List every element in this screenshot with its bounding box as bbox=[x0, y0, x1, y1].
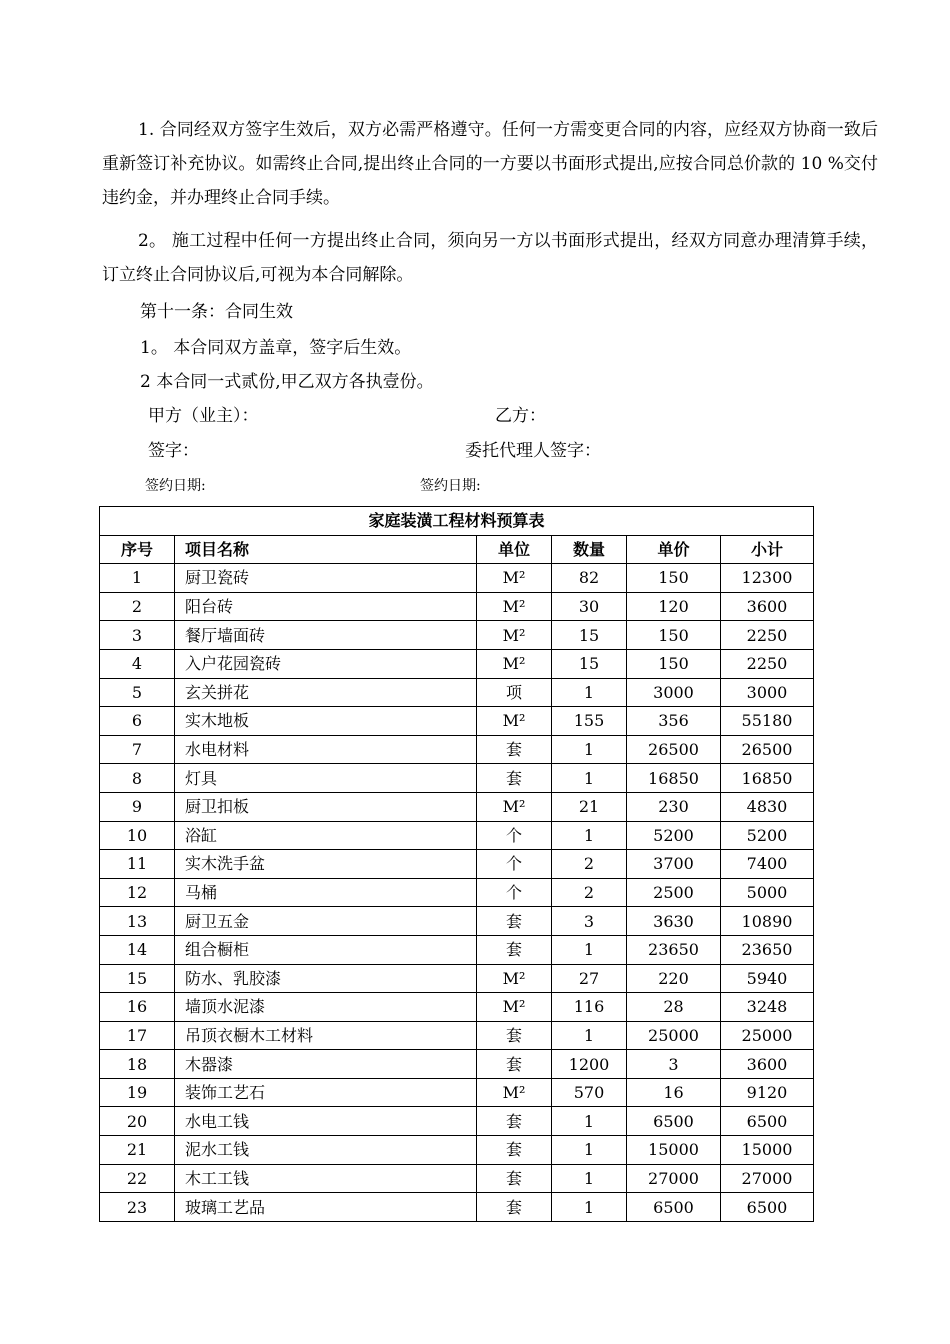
table-title: 家庭装潢工程材料预算表 bbox=[100, 507, 814, 536]
cell-quantity: 1 bbox=[552, 678, 627, 707]
cell-item-name: 吊顶衣橱木工材料 bbox=[175, 1021, 477, 1050]
cell-index: 20 bbox=[100, 1107, 175, 1136]
cell-subtotal: 12300 bbox=[721, 564, 814, 593]
cell-subtotal: 6500 bbox=[721, 1107, 814, 1136]
table-row bbox=[100, 707, 814, 736]
cell-index: 19 bbox=[100, 1078, 175, 1107]
cell-unit: M² bbox=[477, 1078, 552, 1107]
cell-index: 3 bbox=[100, 621, 175, 650]
table-row bbox=[100, 678, 814, 707]
cell-unit-price: 220 bbox=[627, 964, 721, 993]
cell-unit-price: 15000 bbox=[627, 1136, 721, 1165]
header-quantity: 数量 bbox=[552, 535, 627, 564]
cell-unit: 套 bbox=[477, 1164, 552, 1193]
cell-unit-price: 28 bbox=[627, 993, 721, 1022]
cell-subtotal: 6500 bbox=[721, 1193, 814, 1222]
cell-subtotal: 2250 bbox=[721, 621, 814, 650]
cell-quantity: 1 bbox=[552, 821, 627, 850]
cell-unit-price: 27000 bbox=[627, 1164, 721, 1193]
cell-item-name: 餐厅墙面砖 bbox=[175, 621, 477, 650]
cell-unit-price: 6500 bbox=[627, 1107, 721, 1136]
cell-subtotal: 4830 bbox=[721, 792, 814, 821]
cell-subtotal: 27000 bbox=[721, 1164, 814, 1193]
table-header-row bbox=[100, 535, 814, 564]
cell-unit: 套 bbox=[477, 1021, 552, 1050]
cell-unit: 个 bbox=[477, 821, 552, 850]
cell-quantity: 15 bbox=[552, 649, 627, 678]
table-row bbox=[100, 1164, 814, 1193]
table-row bbox=[100, 1136, 814, 1165]
cell-quantity: 27 bbox=[552, 964, 627, 993]
table-row bbox=[100, 649, 814, 678]
cell-subtotal: 2250 bbox=[721, 649, 814, 678]
cell-item-name: 组合橱柜 bbox=[175, 935, 477, 964]
budget-table bbox=[99, 506, 814, 1222]
cell-subtotal: 10890 bbox=[721, 907, 814, 936]
cell-unit: M² bbox=[477, 592, 552, 621]
table-row bbox=[100, 993, 814, 1022]
table-row bbox=[100, 621, 814, 650]
cell-unit-price: 3630 bbox=[627, 907, 721, 936]
cell-index: 18 bbox=[100, 1050, 175, 1079]
cell-unit-price: 25000 bbox=[627, 1021, 721, 1050]
cell-subtotal: 5940 bbox=[721, 964, 814, 993]
cell-index: 13 bbox=[100, 907, 175, 936]
cell-quantity: 1 bbox=[552, 1107, 627, 1136]
cell-item-name: 装饰工艺石 bbox=[175, 1078, 477, 1107]
header-index: 序号 bbox=[100, 535, 175, 564]
cell-quantity: 2 bbox=[552, 878, 627, 907]
cell-index: 15 bbox=[100, 964, 175, 993]
cell-unit: M² bbox=[477, 707, 552, 736]
table-title-row bbox=[100, 507, 814, 536]
cell-item-name: 水电材料 bbox=[175, 735, 477, 764]
cell-unit: 个 bbox=[477, 878, 552, 907]
cell-index: 4 bbox=[100, 649, 175, 678]
cell-unit-price: 3000 bbox=[627, 678, 721, 707]
cell-unit-price: 6500 bbox=[627, 1193, 721, 1222]
cell-quantity: 1200 bbox=[552, 1050, 627, 1079]
cell-quantity: 570 bbox=[552, 1078, 627, 1107]
cell-subtotal: 15000 bbox=[721, 1136, 814, 1165]
cell-subtotal: 9120 bbox=[721, 1078, 814, 1107]
cell-unit: 套 bbox=[477, 735, 552, 764]
cell-item-name: 阳台砖 bbox=[175, 592, 477, 621]
cell-subtotal: 16850 bbox=[721, 764, 814, 793]
cell-unit-price: 356 bbox=[627, 707, 721, 736]
cell-index: 9 bbox=[100, 792, 175, 821]
article-11-heading: 第十一条：合同生效 bbox=[140, 302, 293, 322]
cell-item-name: 木器漆 bbox=[175, 1050, 477, 1079]
cell-index: 5 bbox=[100, 678, 175, 707]
cell-item-name: 玄关拼花 bbox=[175, 678, 477, 707]
cell-unit-price: 2500 bbox=[627, 878, 721, 907]
table-row bbox=[100, 935, 814, 964]
header-unit-price: 单价 bbox=[627, 535, 721, 564]
cell-index: 12 bbox=[100, 878, 175, 907]
cell-unit: M² bbox=[477, 792, 552, 821]
cell-unit-price: 16850 bbox=[627, 764, 721, 793]
cell-item-name: 玻璃工艺品 bbox=[175, 1193, 477, 1222]
cell-subtotal: 5000 bbox=[721, 878, 814, 907]
cell-index: 22 bbox=[100, 1164, 175, 1193]
header-subtotal: 小计 bbox=[721, 535, 814, 564]
cell-unit: 套 bbox=[477, 1193, 552, 1222]
cell-item-name: 灯具 bbox=[175, 764, 477, 793]
cell-index: 23 bbox=[100, 1193, 175, 1222]
table-row bbox=[100, 792, 814, 821]
cell-unit-price: 150 bbox=[627, 621, 721, 650]
cell-item-name: 墙顶水泥漆 bbox=[175, 993, 477, 1022]
cell-item-name: 入户花园瓷砖 bbox=[175, 649, 477, 678]
table-row bbox=[100, 1107, 814, 1136]
cell-item-name: 实木地板 bbox=[175, 707, 477, 736]
cell-subtotal: 25000 bbox=[721, 1021, 814, 1050]
cell-unit: M² bbox=[477, 964, 552, 993]
effective-clause-1: 1。 本合同双方盖章，签字后生效。 bbox=[140, 338, 412, 358]
party-b-date-label: 签约日期: bbox=[420, 478, 481, 494]
cell-unit: 个 bbox=[477, 850, 552, 879]
cell-item-name: 浴缸 bbox=[175, 821, 477, 850]
cell-unit-price: 150 bbox=[627, 564, 721, 593]
cell-index: 17 bbox=[100, 1021, 175, 1050]
table-row bbox=[100, 964, 814, 993]
cell-item-name: 厨卫五金 bbox=[175, 907, 477, 936]
table-row bbox=[100, 1050, 814, 1079]
cell-quantity: 1 bbox=[552, 735, 627, 764]
cell-item-name: 泥水工钱 bbox=[175, 1136, 477, 1165]
cell-unit-price: 23650 bbox=[627, 935, 721, 964]
party-a-date-label: 签约日期: bbox=[145, 478, 206, 494]
cell-index: 2 bbox=[100, 592, 175, 621]
party-a-label: 甲方（业主）： bbox=[148, 406, 259, 426]
cell-unit: 套 bbox=[477, 764, 552, 793]
cell-unit-price: 150 bbox=[627, 649, 721, 678]
cell-unit: 套 bbox=[477, 1136, 552, 1165]
cell-unit-price: 3700 bbox=[627, 850, 721, 879]
cell-quantity: 2 bbox=[552, 850, 627, 879]
table-row bbox=[100, 592, 814, 621]
clause-dissolution-paragraph: 2。 施工过程中任何一方提出终止合同，须向另一方以书面形式提出，经双方同意办理清算手续，订立终止合同协议后,可视为本合同解除。 bbox=[102, 231, 878, 285]
table-row bbox=[100, 878, 814, 907]
cell-unit: 套 bbox=[477, 907, 552, 936]
cell-unit: M² bbox=[477, 621, 552, 650]
cell-index: 16 bbox=[100, 993, 175, 1022]
cell-unit-price: 230 bbox=[627, 792, 721, 821]
cell-unit-price: 26500 bbox=[627, 735, 721, 764]
cell-subtotal: 5200 bbox=[721, 821, 814, 850]
cell-quantity: 15 bbox=[552, 621, 627, 650]
cell-item-name: 厨卫瓷砖 bbox=[175, 564, 477, 593]
cell-subtotal: 26500 bbox=[721, 735, 814, 764]
cell-subtotal: 23650 bbox=[721, 935, 814, 964]
header-item-name: 项目名称 bbox=[175, 535, 477, 564]
cell-subtotal: 3600 bbox=[721, 592, 814, 621]
table-row bbox=[100, 907, 814, 936]
cell-index: 11 bbox=[100, 850, 175, 879]
cell-subtotal: 3000 bbox=[721, 678, 814, 707]
cell-index: 6 bbox=[100, 707, 175, 736]
party-a-signature-label: 签字： bbox=[148, 441, 199, 461]
cell-unit: M² bbox=[477, 649, 552, 678]
cell-quantity: 1 bbox=[552, 764, 627, 793]
effective-clause-2: 2 本合同一式贰份,甲乙双方各执壹份。 bbox=[140, 372, 434, 392]
cell-index: 1 bbox=[100, 564, 175, 593]
table-row bbox=[100, 850, 814, 879]
table-row bbox=[100, 1193, 814, 1222]
cell-item-name: 木工工钱 bbox=[175, 1164, 477, 1193]
header-unit: 单位 bbox=[477, 535, 552, 564]
cell-item-name: 水电工钱 bbox=[175, 1107, 477, 1136]
cell-item-name: 防水、乳胶漆 bbox=[175, 964, 477, 993]
cell-unit-price: 120 bbox=[627, 592, 721, 621]
cell-unit: M² bbox=[477, 993, 552, 1022]
cell-quantity: 21 bbox=[552, 792, 627, 821]
cell-quantity: 116 bbox=[552, 993, 627, 1022]
cell-quantity: 1 bbox=[552, 1021, 627, 1050]
cell-index: 21 bbox=[100, 1136, 175, 1165]
cell-subtotal: 7400 bbox=[721, 850, 814, 879]
cell-unit: 套 bbox=[477, 1107, 552, 1136]
cell-index: 10 bbox=[100, 821, 175, 850]
cell-unit-price: 5200 bbox=[627, 821, 721, 850]
cell-unit: M² bbox=[477, 564, 552, 593]
cell-quantity: 1 bbox=[552, 1164, 627, 1193]
cell-subtotal: 3600 bbox=[721, 1050, 814, 1079]
cell-quantity: 1 bbox=[552, 1193, 627, 1222]
cell-item-name: 实木洗手盆 bbox=[175, 850, 477, 879]
agent-signature-label: 委托代理人签字： bbox=[465, 441, 601, 461]
cell-unit-price: 16 bbox=[627, 1078, 721, 1107]
table-row bbox=[100, 764, 814, 793]
cell-item-name: 厨卫扣板 bbox=[175, 792, 477, 821]
table-row bbox=[100, 564, 814, 593]
cell-index: 8 bbox=[100, 764, 175, 793]
cell-quantity: 30 bbox=[552, 592, 627, 621]
cell-quantity: 82 bbox=[552, 564, 627, 593]
cell-unit-price: 3 bbox=[627, 1050, 721, 1079]
cell-quantity: 155 bbox=[552, 707, 627, 736]
cell-index: 7 bbox=[100, 735, 175, 764]
table-row bbox=[100, 821, 814, 850]
cell-quantity: 1 bbox=[552, 935, 627, 964]
cell-subtotal: 55180 bbox=[721, 707, 814, 736]
cell-quantity: 3 bbox=[552, 907, 627, 936]
table-row bbox=[100, 1021, 814, 1050]
cell-item-name: 马桶 bbox=[175, 878, 477, 907]
table-row bbox=[100, 1078, 814, 1107]
cell-quantity: 1 bbox=[552, 1136, 627, 1165]
clause-termination-paragraph: 1. 合同经双方签字生效后，双方必需严格遵守。任何一方需变更合同的内容，应经双方协商一致后重新签订补充协议。如需终止合同,提出终止合同的一方要以书面形式提出,应按合同总价款的 10 %交付违约金，并办理终止合同手续。 bbox=[102, 120, 878, 208]
cell-unit: 套 bbox=[477, 935, 552, 964]
cell-index: 14 bbox=[100, 935, 175, 964]
table-row bbox=[100, 735, 814, 764]
party-b-label: 乙方： bbox=[495, 406, 546, 426]
cell-unit: 套 bbox=[477, 1050, 552, 1079]
cell-subtotal: 3248 bbox=[721, 993, 814, 1022]
cell-unit: 项 bbox=[477, 678, 552, 707]
